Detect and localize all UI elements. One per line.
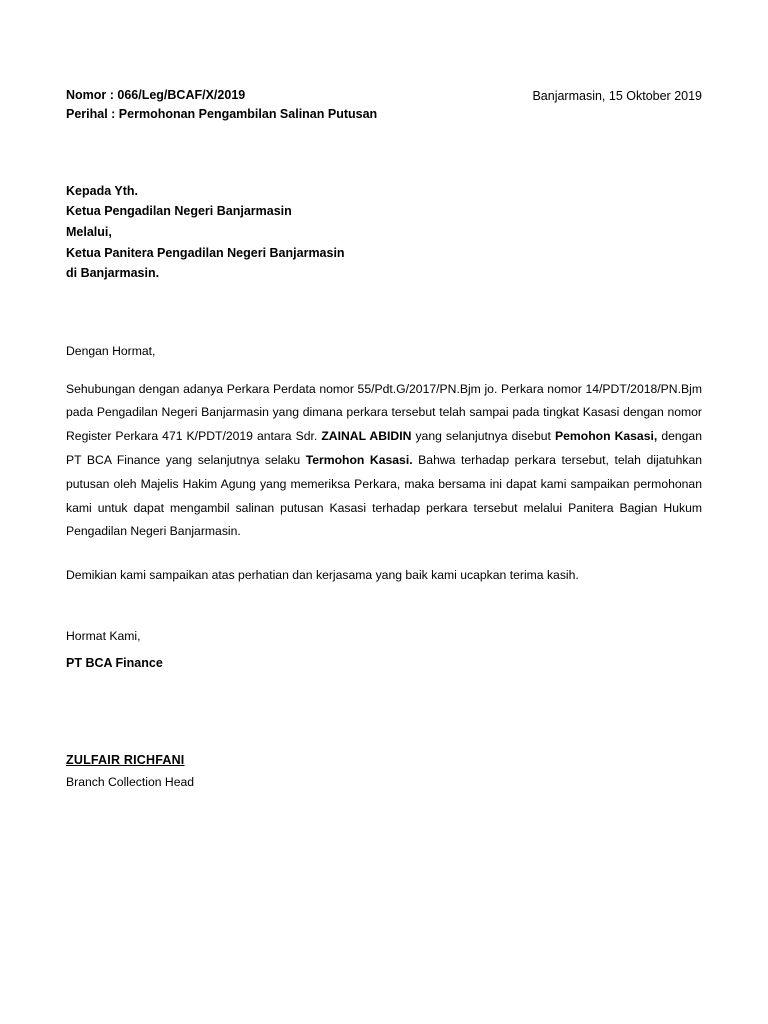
letter-body [66,340,702,588]
addressee-block [66,181,702,284]
paragraph1-part3: dengan PT BCA Finance yang selanjutnya selaku [66,429,702,467]
paragraph1-part2: yang selanjutnya disebut [411,429,555,444]
paragraph1-part1: Sehubungan dengan adanya Perkara Perdata nomor 55/Pdt.G/2017/PN.Bjm jo. Perkara nomor 14/PDT/2018/PN.Bjm pada Pengadilan Negeri Banjarmasin yang dimana perkara tersebut telah sampai pada tingkat Kasasi dengan nomor Register Perkara 471 K/PDT/2019 antara Sdr. [66,381,702,444]
header-reference-block [66,86,377,125]
addressee-line-2: Ketua Pengadilan Negeri Banjarmasin [66,204,292,219]
signer-title: Branch Collection Head [66,774,195,789]
paragraph1-bold-pemohon: Pemohon Kasasi, [555,429,658,444]
signature-block [66,750,702,793]
paragraph1-bold-termohon: Termohon Kasasi. [305,453,413,467]
paragraph1-part4: Bahwa terhadap perkara tersebut, telah dijatuhkan putusan oleh Majelis Hakim Agung yang memeriksa Perkara, maka bersama ini dapat kami sampaikan permohonan kami untuk dapat mengambil salinan putusan Kasasi terhadap perkara tersebut melalui Panitera Bagian Hukum Pengadilan Negeri Banjarmasin. [66,453,703,539]
letter-place-date: Banjarmasin, 15 Oktober 2019 [532,89,702,103]
letter-subject: Perihal : Permohonan Pengambilan Salinan Putusan [66,107,378,122]
letter-number: Nomor : 066/Leg/BCAF/X/2019 [66,88,246,102]
salutation: Dengan Hormat, [66,343,156,358]
body-paragraph-1 [66,378,702,544]
closing-company: PT BCA Finance [66,655,163,670]
letter-header [66,86,702,125]
addressee-line-5: di Banjarmasin. [66,266,160,281]
addressee-line-3: Melalui, [66,225,112,239]
closing-block [66,624,702,676]
closing-regards: Hormat Kami, [66,628,141,643]
paragraph1-bold-applicant: ZAINAL ABIDIN [321,429,412,444]
addressee-line-1: Kepada Yth. [66,183,139,198]
addressee-line-4: Ketua Panitera Pengadilan Negeri Banjarmasin [66,245,345,260]
signer-name: ZULFAIR RICHFANI [66,752,185,767]
body-paragraph-2: Demikian kami sampaikan atas perhatian dan kerjasama yang baik kami ucapkan terima kasih. [66,568,579,583]
letter-content [66,86,702,793]
